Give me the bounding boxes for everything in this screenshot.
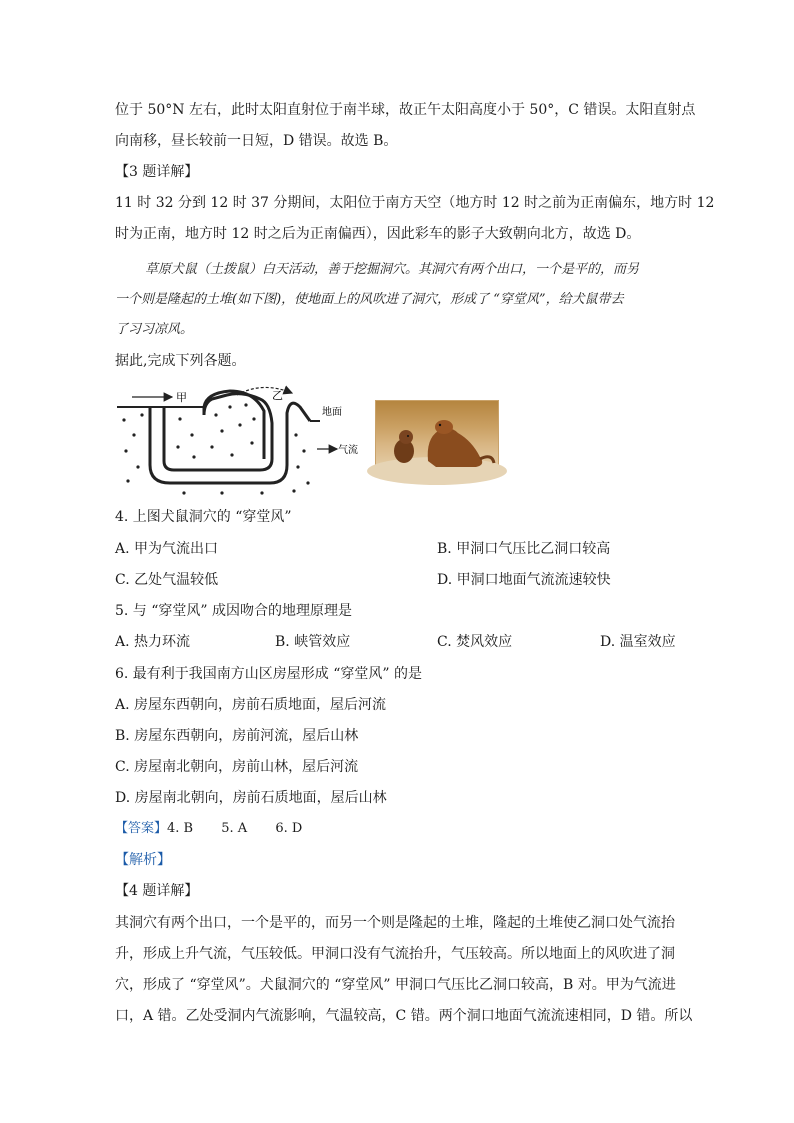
q6-option-b: B. 房屋东西朝向，房前河流，屋后山林 [115, 728, 359, 744]
label-jia: 甲 [176, 391, 187, 404]
answer-4: 4. B [167, 821, 194, 836]
q4-option-b: B. 甲洞口气压比乙洞口较高 [437, 541, 611, 557]
answer-6: 6. D [275, 821, 303, 836]
q6-option-c: C. 房屋南北朝向，房前山林，屋后河流 [115, 759, 359, 775]
analysis-line: 升，形成上升气流，气压较低。甲洞口没有气流抬升，气压较高。所以地面上的风吹进了洞 [115, 946, 675, 962]
q6-option-a: A. 房屋东西朝向，房前石质地面，屋后河流 [115, 697, 387, 713]
label-airflow: 气流 [338, 445, 358, 456]
question-5-stem: 5. 与 “穿堂风” 成因吻合的地理原理是 [115, 603, 353, 619]
text-line: 11 时 32 分到 12 时 37 分期间，太阳位于南方天空（地方时 12 时之前为正南偏东，地方时 12 [115, 195, 715, 211]
label-ground: 地面 [322, 407, 342, 418]
analysis-line: 口，A 错。乙处受洞内气流影响，气温较高，C 错。两个洞口地面气流流速相同，D 错。所以 [115, 1008, 693, 1024]
answer-label: 【答案】 [115, 821, 168, 836]
q6-option-d: D. 房屋南北朝向，房前石质地面，屋后山林 [115, 790, 387, 806]
answer-5: 5. A [221, 821, 248, 836]
label-yi: 乙 [272, 389, 283, 402]
text-line: 位于 50°N 左右，此时太阳直射位于南半球，故正午太阳高度小于 50°，C 错误。太阳直射点 [115, 102, 696, 118]
q5-option-d: D. 温室效应 [600, 634, 676, 650]
answer-line [115, 819, 302, 839]
question-6-stem: 6. 最有利于我国南方山区房屋形成 “穿堂风” 的是 [115, 666, 423, 682]
passage-line: 了习习凉风。 [115, 322, 194, 337]
q4-option-c: C. 乙处气温较低 [115, 572, 219, 588]
analysis-label: 【解析】 [115, 852, 171, 868]
text-line: 向南移，昼长较前一日短，D 错误。故选 B。 [115, 133, 398, 149]
q4-option-a: A. 甲为气流出口 [115, 541, 219, 557]
passage-line: 草原犬鼠（土拨鼠）白天活动，善于挖掘洞穴。其洞穴有两个出口，一个是平的，而另 [145, 262, 640, 277]
text-line: 时为正南，地方时 12 时之后为正南偏西），因此彩车的影子大致朝向北方，故选 D。 [115, 226, 641, 242]
q4-option-d: D. 甲洞口地面气流流速较快 [437, 572, 611, 588]
section-heading: 【3 题详解】 [115, 164, 199, 180]
burrow-diagram [112, 385, 358, 500]
instruction-line: 据此,完成下列各题。 [115, 353, 246, 369]
prairie-dog-photo [375, 400, 499, 476]
question-4-stem: 4. 上图犬鼠洞穴的 “穿堂风” [115, 509, 292, 525]
q5-option-c: C. 焚风效应 [437, 634, 513, 650]
analysis-line: 穴，形成了 “穿堂风”。犬鼠洞穴的 “穿堂风” 甲洞口气压比乙洞口较高，B 对。甲为气流进 [115, 977, 676, 993]
q5-option-b: B. 峡管效应 [275, 634, 351, 650]
sub-heading-4: 【4 题详解】 [115, 883, 199, 899]
q5-option-a: A. 热力环流 [115, 634, 191, 650]
passage-line: 一个则是隆起的土堆(如下图)，使地面上的风吹进了洞穴，形成了 “穿堂风”，给犬鼠带去 [115, 292, 624, 307]
analysis-line: 其洞穴有两个出口，一个是平的，而另一个则是隆起的土堆，隆起的土堆使乙洞口处气流抬 [115, 915, 675, 931]
